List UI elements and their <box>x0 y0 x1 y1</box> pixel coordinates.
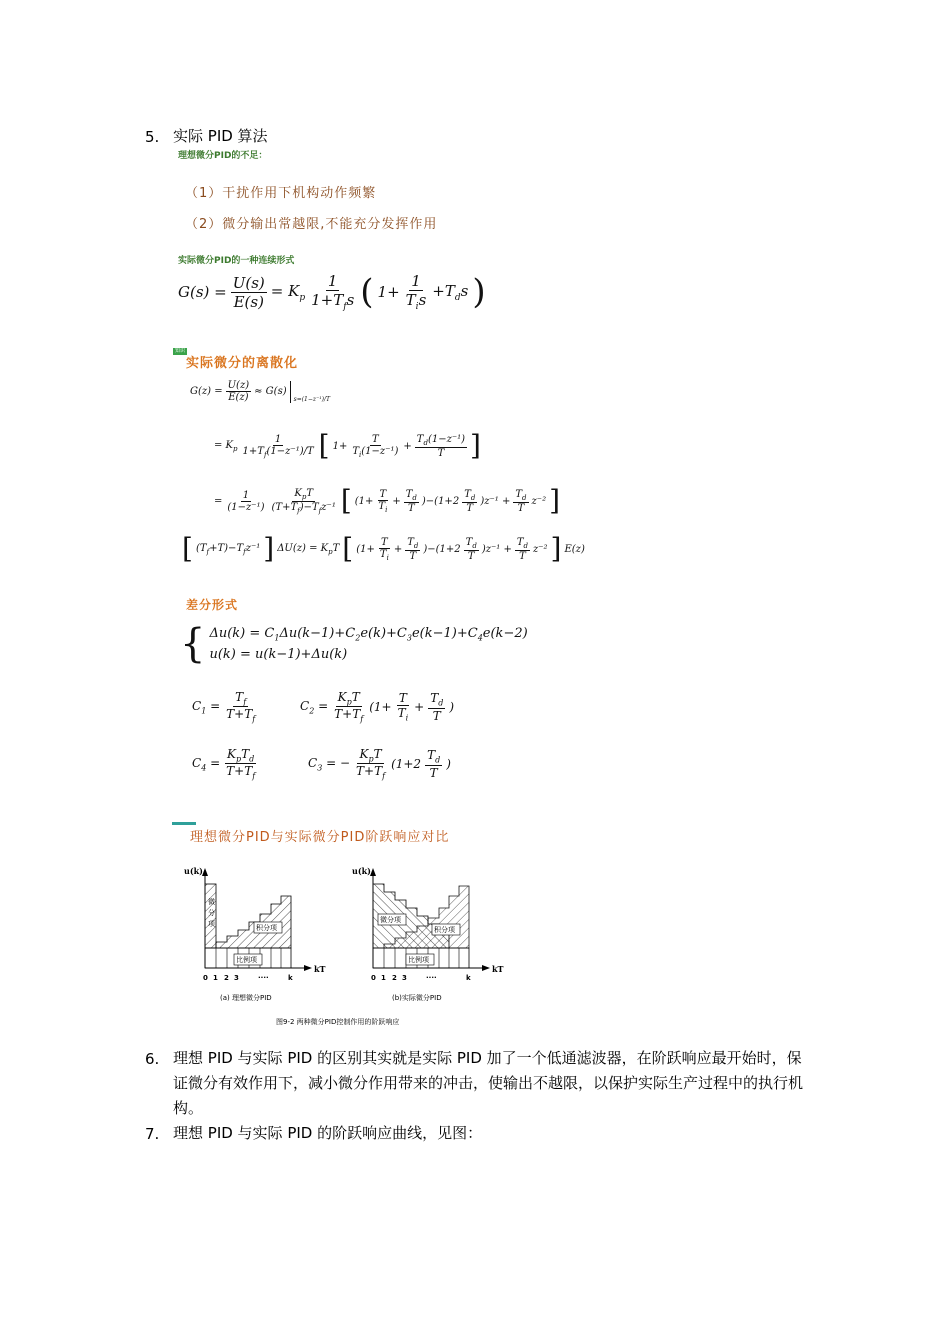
difference-heading: 差分形式 <box>186 598 239 612</box>
discrete-formula-2: = $K_p$ $\frac{1}{1+T_f(1-z^{-1})/T}$ [ 1+ $\frac{T}{T_i(1-z^{-1})}$ + $\frac{T_d(1-z^{-1})}{T}$ ] <box>214 429 481 462</box>
continuous-formula: G(s) = $\frac{U(s)}{E(s)}$ = $K_p$ $\frac{1}{1+T_fs}$ ( 1+ $\frac{1}{T_is}$ $+T_ds$ ) <box>178 272 486 312</box>
svg-text:k: k <box>466 974 471 982</box>
list-text-6: 理想 PID 与实际 PID 的区别其实就是实际 PID 加了一个低通滤波器，在阶跃响应最开始时，保证微分有效作用下，减小微分作用带来的冲击，使输出不越限，以保护实际生产过程中的执行机构。 <box>173 1049 804 1117</box>
difference-equations: { $\Delta u(k) = C_1\Delta u(k-1)+C_2e(k)+C_3e(k-1)+C_4e(k-2)$ u(k) = u(k−1)+Δu(k) <box>180 621 528 667</box>
right-prop-label: 比例项 <box>408 956 429 964</box>
svg-text:0: 0 <box>203 974 208 982</box>
coef-c2: $C_2$ = $\frac{K_pT}{T+T_f}$ (1+ $\frac{T}{T_i}$ + $\frac{T_d}{T}$ ) <box>300 690 455 724</box>
right-diff-label: 微分项 <box>380 916 401 924</box>
step-response-figure <box>180 860 520 1035</box>
svg-text:分: 分 <box>208 909 215 917</box>
comparison-heading: 理想微分PID与实际微分PID阶跃响应对比 <box>190 830 450 845</box>
left-axis-x-label: kT <box>314 964 326 974</box>
svg-text:2: 2 <box>392 974 397 982</box>
svg-text:2: 2 <box>224 974 229 982</box>
deficiency-1: （1）干扰作用下机构动作频繁 <box>185 186 377 201</box>
left-axis-y-label: u(k) <box>184 866 203 876</box>
accent-bar <box>172 822 196 825</box>
ideal-pid-label: 理想微分PID的不足： <box>178 151 268 161</box>
right-axis-x-label: kT <box>492 964 504 974</box>
right-axis-y-label: u(k) <box>352 866 371 876</box>
discrete-formula-1: G(z) = $\frac{U(z)}{E(z)}$ ≈ G(s) s=(1−z⁻¹)/T <box>190 380 330 403</box>
svg-text:3: 3 <box>234 974 239 982</box>
svg-text:0: 0 <box>371 974 376 982</box>
svg-text:1: 1 <box>213 974 218 982</box>
left-diff-label: 微 <box>208 898 215 906</box>
svg-text:····: ···· <box>426 974 437 982</box>
discrete-formula-3: = $\frac{1}{\text{(1−z⁻¹)}}$ $\frac{K_pT}{(T+T_f)-T_fz^{-1}}$ [ (1+ $\frac{T}{T_i}$ + $\frac{T_d}{T}$ )−(1+2 $\frac{T_d}{T}$ )z⁻¹ + $\frac{T_d}{T}$ z⁻² ] <box>214 484 561 517</box>
discrete-heading: 实际微分的离散化 <box>186 356 299 371</box>
coef-c3: $C_3$ = − $\frac{K_pT}{T+T_f}$ (1+2 $\frac{T_d}{T}$ ) <box>308 747 451 781</box>
continuous-form-label: 实际微分PID的一种连续形式 <box>178 256 295 266</box>
discrete-formula-4: [ $(T_f+T)-T_fz^{-1}$ ] $\Delta U(z) = K_pT$ [ (1+ $\frac{T}{T_i}$ + $\frac{T_d}{T}$ )−(1+2 $\frac{T_d}{T}$ )z⁻¹ + $\frac{T_d}{T}$ z⁻² ] E(z) <box>182 532 585 565</box>
panel-ideal-pid <box>184 866 326 1002</box>
left-caption: (a) 理想微分PID <box>220 994 272 1002</box>
left-prop-label: 比例项 <box>236 956 257 964</box>
figure-caption: 图9-2 两种微分PID控制作用的阶跃响应 <box>276 1018 400 1026</box>
deficiency-2: （2）微分输出常越限,不能充分发挥作用 <box>185 217 438 232</box>
list-number-7: 7. <box>145 1125 160 1143</box>
right-caption: (b)实际微分PID <box>392 994 442 1002</box>
svg-text:项: 项 <box>208 920 215 928</box>
svg-text:····: ···· <box>258 974 269 982</box>
svg-text:1: 1 <box>381 974 386 982</box>
list-number-6: 6. <box>145 1050 160 1068</box>
list-text-7: 理想 PID 与实际 PID 的阶跃响应曲线，见图： <box>173 1124 483 1142</box>
left-integral-label: 积分项 <box>256 924 277 932</box>
coef-c4: $C_4$ = $\frac{K_pT_d}{T+T_f}$ <box>192 747 256 781</box>
svg-text:k: k <box>288 974 293 982</box>
panel-actual-pid <box>352 866 504 1002</box>
svg-text:3: 3 <box>402 974 407 982</box>
list-text-5: 实际 PID 算法 <box>173 127 268 145</box>
coef-c1: $C_1$ = $\frac{T_f}{T+T_f}$ <box>192 690 256 724</box>
knowledge-badge: 知识 <box>174 348 185 354</box>
list-number-5: 5. <box>145 128 160 146</box>
right-integral-label: 积分项 <box>434 926 455 934</box>
